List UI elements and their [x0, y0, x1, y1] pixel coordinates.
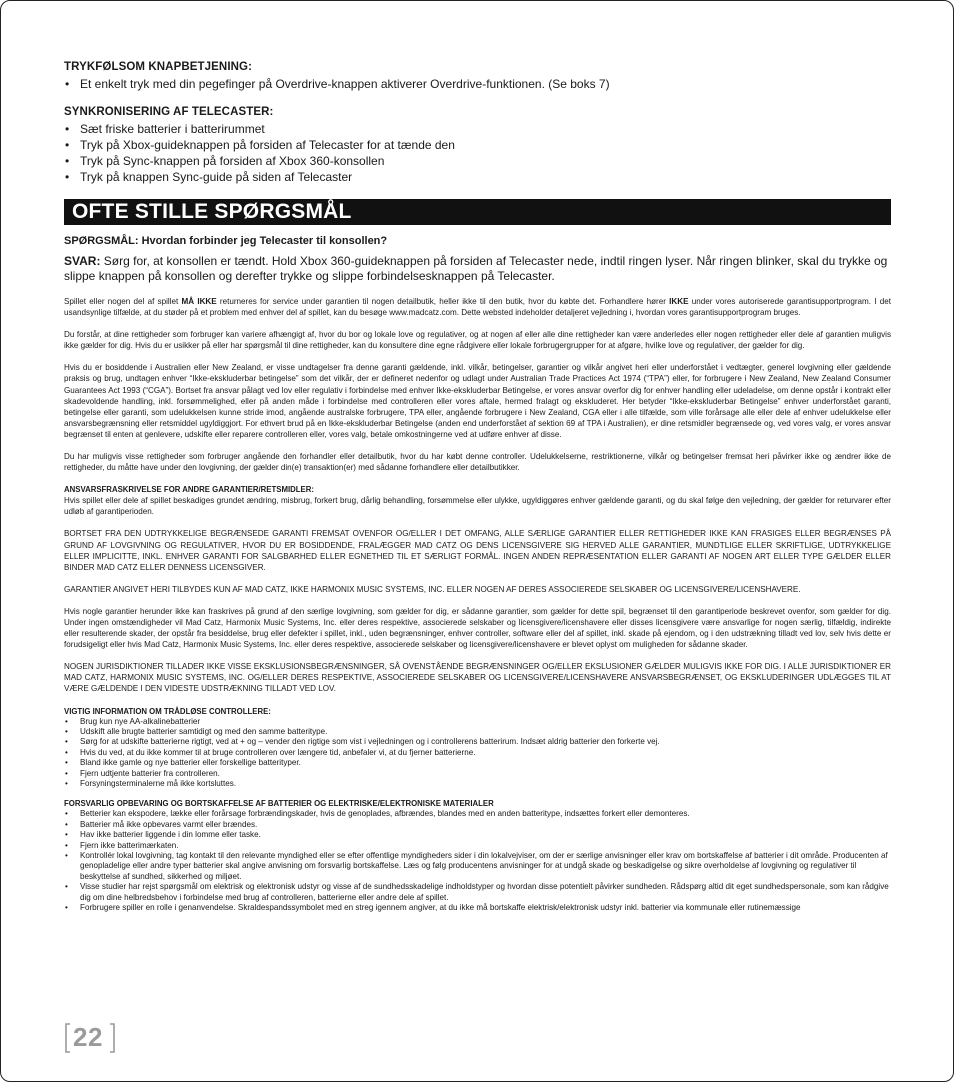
disposal-list — [64, 809, 891, 913]
answer-label: SVAR: — [64, 254, 101, 268]
wireless-heading: VIGTIG INFORMATION OM TRÅDLØSE CONTROLLERE: — [64, 706, 271, 716]
page-content — [64, 61, 891, 913]
page-number-text: 22 — [73, 1022, 103, 1052]
disposal-heading: FORSVARLIG OPBEVARING OG BORTSKAFFELSE AF BATTERIER OG ELEKTRISKE/ELEKTRONISKE MATERIALER — [64, 799, 494, 809]
list-item: • Udskift alle brugte batterier samtidigt og med den samme batteritype. — [64, 727, 891, 737]
list-item: • Kontrollér lokal lovgivning, tag kontakt til den relevante myndighed eller se efter offentlige myndigheders sider i din lokalvejviser, om der er særlige anvisninger eller krav om bortskaffelse af batterier i dit område. Producenten af genopladelige eller andre typer batterier skal angive anvisning om forsvarlig bortskaffelse. Læs og følg producentens anvisninger for at undgå skade og beskadigelse og sikre overholdelse af lovgivning og regulativer til beskyttelse af sundhed, sikkerhed og miljøet. — [64, 851, 891, 882]
list-item: • Et enkelt tryk med din pegefinger på Overdrive-knappen aktiverer Overdrive-funktionen. (Se boks 7) — [64, 76, 891, 92]
list-item: • Sæt friske batterier i batterirummet — [64, 121, 891, 137]
touch-list — [64, 76, 891, 92]
sync-list — [64, 121, 891, 185]
wireless-list — [64, 717, 891, 790]
warranty-p6: BORTSET FRA DEN UDTRYKKELIGE BEGRÆNSEDE GARANTI FREMSAT OVENFOR OG/ELLER I DET OMFANG, ALLE SÆRLIGE GARANTIER ELLER RETTIGHEDER IKKE KAN FRASIGES ELLER BEGRÆNSES PÅ GRUND AF LOVGIVNING OG REGULATIVER, HVOR DU ER BOSIDDENDE, FRALÆGGER MAD CATZ OG DENS LICENSGIVERE SIG HERVED ALLE GARANTIER, MUNDTLIGE ELLER SKRIFTLIGE, UDTRYKKELIGE ELLER IMPLICITTE, INKL. ENHVER GARANTI FOR SALGBARHED ELLER EGNETHED TIL ET SÆRLIGT FORMÅL. INGEN ANDEN REPRÆSENTATION ELLER GARANTI AF NOGEN ART ELLER TYPE GÆLDER ELLER BINDER MAD CATZ ELLER DENNESS LICENSGIVER. — [64, 529, 891, 572]
disclaimer-heading: ANSVARSFRASKRIVELSE FOR ANDRE GARANTIER/RETSMIDLER: — [64, 485, 314, 495]
warranty-p2: Du forstår, at dine rettigheder som forbruger kan variere afhængigt af, hvor du bor og lokale love og regulativer, og at nogen af eller alle dine rettigheder kan være anderledes eller nogen rettigheder eller dele af garantien muligvis ikke gælder for dig. Hvis du er usikker på eller har spørgsmål til dine rettigheder, kan du konsultere dine egne rådgivere eller lokale forbrugergrupper for at afgøre, hvilke love og regulativer, der gælder for dig. — [64, 330, 891, 351]
touch-heading: TRYKFØLSOM KNAPBETJENING: — [64, 61, 252, 73]
warranty-p1 — [64, 296, 891, 318]
answer-text: Sørg for, at konsollen er tændt. Hold Xbox 360-guideknappen på forsiden af Telecaster nede, indtil ringen lyser. Når ringen blinker, skal du trykke og slippe knappen på konsollen og derefter trykke og slippe forbindelsesknappen på Telecaster. — [64, 254, 888, 283]
warranty-p4: Du har muligvis visse rettigheder som forbruger angående den forhandler eller detailbutik, hvor du har købt denne controller. Udelukkelserne, restriktionerne, vilkår og betingelser fremsat heri påvirker ikke og ændrer ikke de rettigheder, du måtte have under den lovgivning, der gælder din(e) transaktion(er) med sådanne forhandlere eller detailbutikker. — [64, 452, 891, 473]
emphasis: IKKE — [669, 297, 689, 306]
faq-answer — [64, 254, 891, 284]
list-item: • Forbrugere spiller en rolle i genanvendelse. Skraldespandssymbolet med en streg igennem angiver, at du ikke må bortskaffe elektrisk/elektronisk udstyr inkl. batterier via kommunale eller rutinemæssige — [64, 903, 891, 913]
list-item: • Tryk på Sync-knappen på forsiden af Xbox 360-konsollen — [64, 153, 891, 169]
faq-banner: OFTE STILLE SPØRGSMÅL — [64, 199, 891, 225]
list-item: • Visse studier har rejst spørgsmål om elektrisk og elektronisk udstyr og visse af de sundhedsskadelige indholdstyper og hvordan disse potentielt påvirker sundheden. Rådspørg altid dit eget sundhedspersonale, som kan rådgive dig om dine helbredsbehov i forbindelse med brug af controlleren, batterierne eller andre dele af spillet. — [64, 882, 891, 903]
warranty-p8: Hvis nogle garantier herunder ikke kan fraskrives på grund af den særlige lovgivning, som gælder for dig, er sådanne garantier, som gælder for dette spil, begrænset til den garantiperiode beskrevet ovenfor, som gælder for dig. Under ingen omstændigheder vil Mad Catz, Harmonix Music Systems, Inc. eller deres respektive, associerede selskaber og licensgivere/licenshavere eller disses licensgivere være ansvarlige for nogen særlig, tilfældig, indirekte eller resulterende skader, der opstår fra besiddelse, brug eller defekter i spillet, inkl., uden begrænsninger, enhver controller, software eller del af spillet, inkl. skade på ejendom, og i den udstrækning tilladt ved lov, selv hvis dette er forudsigeligt eller hvis Mad Catz, Harmonix Music Systems, Inc. eller deres respektive, associerede selskaber og licensgivere/licenshavere er blevet oplyst om muligheden for sådanne skader. — [64, 606, 891, 650]
list-item: • Fjern udtjente batterier fra controlleren. — [64, 769, 891, 779]
list-item: • Brug kun nye AA-alkalinebatterier — [64, 717, 891, 727]
list-item: • Tryk på knappen Sync-guide på siden af Telecaster — [64, 169, 891, 185]
list-item: • Hav ikke batterier liggende i din lomme eller taske. — [64, 830, 891, 840]
text-span: under vores autoriserede garantisupportprogram. I det usandsynlige tilfælde, at du støder på et problem med enhver del af spillet, kan du besøge www.madcatz.com. Dette websted indeholder detaljeret vejledning i, hvordan vores garantisupportprogram bruges. — [64, 297, 892, 318]
warranty-p3: Hvis du er bosiddende i Australien eller New Zealand, er visse undtagelser fra denne garanti gældende, inkl. vilkår, betingelser, garantier og vilkår angivet heri eller underforstået i vedtægter, generel lovgivning eller gældende praksis og brug, undtagen enhver “Ikke-ekskluderbar betingelse” som det vilkår, der er defineret nedenfor og udlagt under Australian Trade Practices Act 1974 (“TPA”) eller, for forbrugere i New Zealand, New Zealand Consumer Guarantees Act 1993 (“CGA”). Bortset fra ansvar pålagt ved lov eller regulativ i forbindelse med enhver Ikke-ekskluderbar Betingelse, er vores ansvar overfor dig for enhver handling eller udeladelse, om denne opstår i kontrakt eller skadevoldende handling, inkl. forsømmelighed, eller på anden måde i forbindelse med controlleren eller vores aftale, hermed fralagt og ekskluderet. Her betyder “Ikke-ekskluderbar Betingelse” enhver underforstået garanti, betingelse eller garanti, som udelukkelsen kunne stride imod, angående australske forbrugere, TPA eller, angående forbrugere i New Zealand, CGA eller i alle tilfælde, som ville forårsage alle eller dele af enhver udelukkelse eller ansvarsbegrænsning eller retsmiddel ugyldiggjort. For ethvert brud på en Ikke-ekskluderbar Betingelse (anden end underforstået af sektion 69 af TPA i Australien), er dine retsmidler begrænsede og, ved vores valg, er vores ansvar begrænset til enten at genlevere, udskifte eller reparere controlleren eller, vores valg, betale omkostningerne ved at udføre enhver af disse. — [64, 363, 891, 439]
sync-heading: SYNKRONISERING AF TELECASTER: — [64, 106, 274, 118]
text-span: returneres for service under garantien til nogen detailbutik, heller ikke til den butik, hvor du købte det. Forhandlere hører — [216, 297, 670, 306]
warranty-p5: Hvis spillet eller dele af spillet beskadiges grundet ændring, misbrug, forkert brug, dårlig behandling, forsømmelse eller ulykke, ugyldiggøres enhver gældende garanti, og du skal følge den vejledning, der gælder for returvarer efter udløb af garantiperioden. — [64, 496, 891, 517]
list-item: • Bland ikke gamle og nye batterier eller forskellige batterityper. — [64, 758, 891, 768]
list-item: • Hvis du ved, at du ikke kommer til at bruge controlleren over længere tid, anbefaler vi, at du fjerner batterierne. — [64, 748, 891, 758]
list-item: • Batterier må ikke opbevares varmt eller brændes. — [64, 820, 891, 830]
list-item: • Tryk på Xbox-guideknappen på forsiden af Telecaster for at tænde den — [64, 137, 891, 153]
faq-question: SPØRGSMÅL: Hvordan forbinder jeg Telecaster til konsollen? — [64, 235, 388, 247]
list-item: • Betterier kan ekspodere, lække eller forårsage forbrændingskader, hvis de genoplades, afbrændes, blandes med en anden batteritype, indsættes forkert eller demonteres. — [64, 809, 891, 819]
warranty-p7: GARANTIER ANGIVET HERI TILBYDES KUN AF MAD CATZ, IKKE HARMONIX MUSIC SYSTEMS, INC. ELLER NOGEN AF DERES ASSOCIEREDE SELSKABER OG LICENSGIVERE/LICENSHAVERE. — [64, 584, 801, 594]
warranty-p9: NOGEN JURISDIKTIONER TILLADER IKKE VISSE EKSKLUSIONSBEGRÆNSNINGER, SÅ OVENSTÅENDE BEGRÆNSNINGER OG/ELLER EKSLUSIONER GÆLDER MULIGVIS IKKE FOR DIG. I ALLE JURISDIKTIONER ER MAD CATZ, HARMONIX MUSIC SYSTEMS, INC. OG/ELLER DERES RESPEKTIVE, ASSOCIEREDE SELSKABER OG LICENSGIVERE/LICENSHAVERE ANSVARSBEGRÆNSET, OG EKSKLUDERINGER UDLÆGGES TIL AT VÆRE GÆLDENDE I DEN VIDESTE UDSTRÆKNING TILLADT VED LOV. — [64, 662, 891, 694]
text-span: Spillet eller nogen del af spillet — [64, 297, 182, 306]
list-item: • Sørg for at udskifte batterierne rigtigt, ved at + og – vender den rigtige som vist i vejledningen og i controllerens batterirum. Indsæt aldrig batterier den forkerte vej. — [64, 737, 891, 747]
list-item: • Fjern ikke batterimærkaten. — [64, 841, 891, 851]
emphasis: MÅ IKKE — [181, 297, 217, 306]
list-item: • Forsyningsterminalerne må ikke kortsluttes. — [64, 779, 891, 789]
